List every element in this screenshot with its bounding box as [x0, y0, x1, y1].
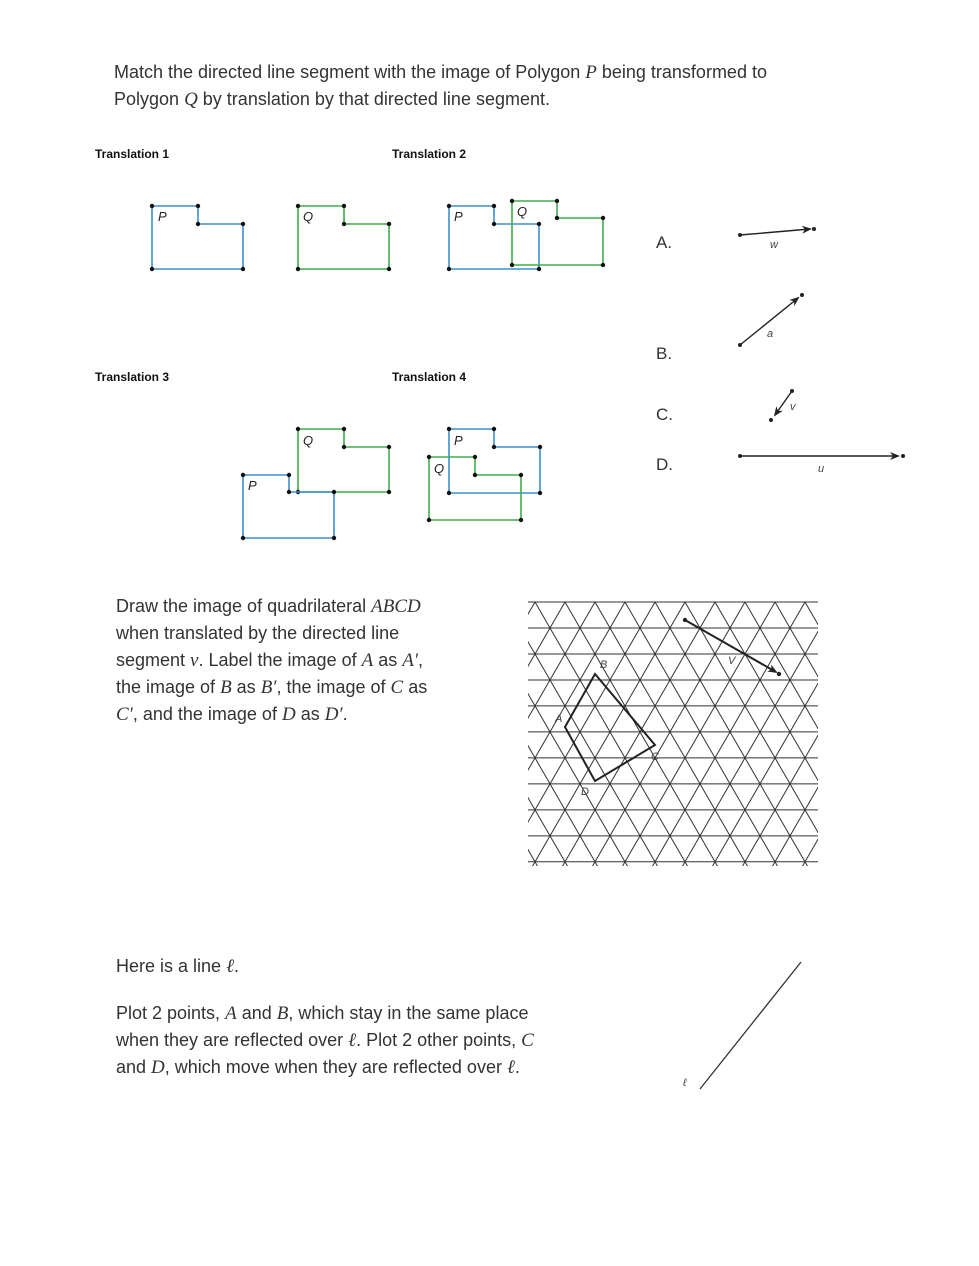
grid-line-diagonal: [859, 602, 979, 872]
isometric-grid[interactable]: [522, 598, 822, 868]
heading-translation-1: Translation 1: [95, 147, 170, 161]
grid-line-diagonal: [799, 602, 955, 872]
segment-u-label: u: [818, 463, 825, 475]
grid-line-diagonal: [0, 602, 91, 872]
segment-a: [738, 293, 804, 347]
t1-p-label: P: [158, 209, 167, 224]
segment-a-label: a: [767, 328, 774, 340]
line-ell: [700, 962, 801, 1089]
segment-v-label: v: [790, 401, 796, 413]
problem3-prompt-line1: Here is a line ℓ.: [116, 956, 239, 977]
line-ell-label: ℓ: [683, 1077, 687, 1089]
grid-label-a: A: [555, 713, 563, 725]
segment-v: [769, 389, 797, 422]
segment-u: [738, 454, 905, 475]
t3-q-label: Q: [303, 433, 314, 448]
grid-label-v: V: [728, 655, 736, 667]
segment-w-label: w: [770, 239, 778, 251]
grid-line-diagonal: [0, 602, 25, 872]
choice-b: B.: [656, 344, 673, 363]
line-ell-figure[interactable]: [670, 955, 830, 1095]
grid-line-diagonal: [805, 602, 961, 872]
t4-q-label: Q: [434, 461, 445, 476]
grid-line-diagonal: [955, 602, 979, 872]
grid-line-diagonal: [865, 602, 979, 872]
grid-line-diagonal: [0, 602, 85, 872]
grid-line-diagonal: [925, 602, 979, 872]
grid-line-diagonal: [745, 602, 901, 872]
grid-label-b: B: [600, 659, 608, 671]
grid-line-diagonal: [835, 602, 979, 872]
choice-a: A.: [656, 233, 673, 252]
grid-line-diagonal: [775, 602, 931, 872]
choice-c: C.: [656, 405, 673, 424]
t4-p-label: P: [454, 433, 463, 448]
grid-line-diagonal: [949, 602, 979, 872]
grid-label-d: D: [581, 786, 589, 798]
grid-line-diagonal: [0, 602, 55, 872]
t2-q-label: Q: [517, 204, 528, 219]
choice-d: D.: [656, 455, 673, 474]
problem2-prompt: Draw the image of quadrilateral ABCD when translated by the directed line segment v. Label the image of A as A′, the image of B as B′, the image of C as C′, and the image of D as D′.: [116, 596, 428, 725]
grid-line-diagonal: [895, 602, 979, 872]
heading-translation-4: Translation 4: [392, 370, 467, 384]
heading-translation-2: Translation 2: [392, 147, 467, 161]
grid-line-diagonal: [919, 602, 979, 872]
translation-figures: [0, 0, 979, 560]
quadrilateral-abcd: [565, 674, 655, 781]
t1-q-label: Q: [303, 209, 314, 224]
t2-p-label: P: [454, 209, 463, 224]
grid-line-diagonal: [0, 602, 115, 872]
heading-translation-3: Translation 3: [95, 370, 170, 384]
grid-label-c: C: [651, 751, 659, 763]
problem1-line1: Match the directed line segment with the image of Polygon P being transformed to: [114, 62, 767, 83]
problem1-line2: Polygon Q by translation by that directed line segment.: [114, 89, 550, 110]
grid-line-diagonal: [829, 602, 979, 872]
problem3-prompt: Plot 2 points, A and B, which stay in the same place when they are reflected over ℓ. Plot 2 other points, C and D, which move when they are reflected over ℓ.: [116, 1003, 534, 1078]
grid-line-diagonal: [889, 602, 979, 872]
t3-p-label: P: [248, 478, 257, 493]
grid-line-diagonal: [0, 602, 121, 872]
segment-w: [738, 227, 816, 251]
